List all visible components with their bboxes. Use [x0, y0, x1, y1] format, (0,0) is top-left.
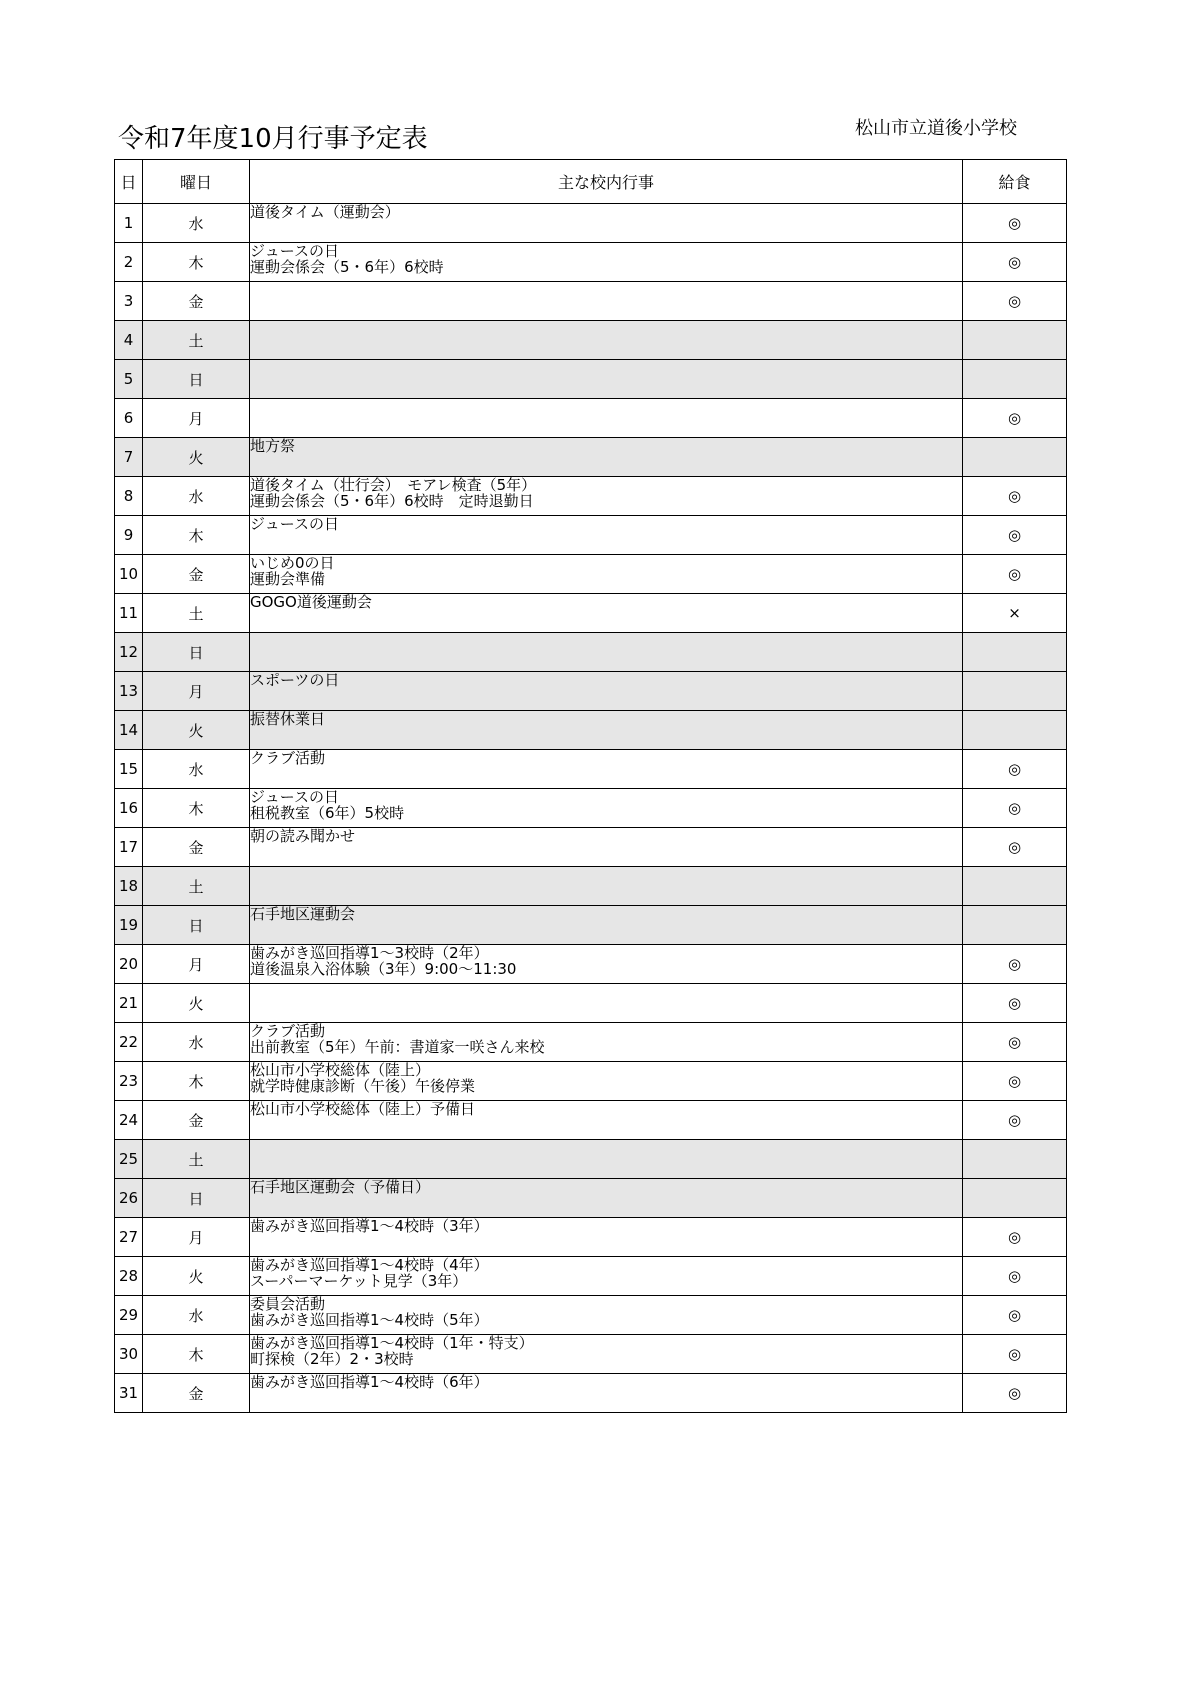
- table-row: [115, 555, 1067, 594]
- events-cell: [250, 1062, 963, 1101]
- event-line: 道後温泉入浴体験（3年）9:00～11:30: [250, 961, 517, 977]
- event-line: 石手地区運動会（予備日）: [250, 1179, 431, 1195]
- lunch-cell: ◎: [963, 750, 1067, 789]
- day-cell: 7: [115, 438, 143, 477]
- weekday-cell: 月: [143, 672, 250, 711]
- day-cell: 2: [115, 243, 143, 282]
- events-cell: [250, 360, 963, 399]
- weekday-cell: 水: [143, 204, 250, 243]
- header-row: [115, 160, 1067, 204]
- event-line: スーパーマーケット見学（3年）: [250, 1273, 468, 1289]
- events-cell: [250, 1023, 963, 1062]
- event-line: いじめ0の日: [250, 555, 335, 571]
- event-line: 歯みがき巡回指導1～4校時（6年）: [250, 1374, 489, 1390]
- day-cell: 9: [115, 516, 143, 555]
- table-row: [115, 867, 1067, 906]
- events-cell: [250, 1179, 963, 1218]
- lunch-cell: ◎: [963, 828, 1067, 867]
- weekday-cell: 金: [143, 1374, 250, 1413]
- lunch-cell: ◎: [963, 1335, 1067, 1374]
- school-name: 松山市立道後小学校: [855, 118, 1017, 139]
- day-cell: 12: [115, 633, 143, 672]
- events-cell: [250, 633, 963, 672]
- table-row: [115, 594, 1067, 633]
- weekday-cell: 木: [143, 1335, 250, 1374]
- lunch-cell: ◎: [963, 243, 1067, 282]
- day-cell: 16: [115, 789, 143, 828]
- lunch-cell: ◎: [963, 477, 1067, 516]
- weekday-cell: 月: [143, 945, 250, 984]
- lunch-cell: ◎: [963, 945, 1067, 984]
- table-row: [115, 672, 1067, 711]
- weekday-cell: 水: [143, 1296, 250, 1335]
- day-cell: 24: [115, 1101, 143, 1140]
- day-cell: 21: [115, 984, 143, 1023]
- weekday-cell: 土: [143, 594, 250, 633]
- events-cell: [250, 945, 963, 984]
- day-cell: 28: [115, 1257, 143, 1296]
- table-row: [115, 945, 1067, 984]
- lunch-cell: [963, 321, 1067, 360]
- events-cell: [250, 438, 963, 477]
- event-line: 振替休業日: [250, 711, 326, 727]
- weekday-cell: 火: [143, 438, 250, 477]
- events-cell: [250, 672, 963, 711]
- table-row: [115, 243, 1067, 282]
- events-cell: [250, 1296, 963, 1335]
- weekday-cell: 木: [143, 1062, 250, 1101]
- weekday-cell: 金: [143, 1101, 250, 1140]
- events-cell: [250, 1218, 963, 1257]
- table-row: [115, 1374, 1067, 1413]
- event-line: 町探検（2年）2・3校時: [250, 1351, 414, 1367]
- weekday-cell: 月: [143, 1218, 250, 1257]
- header-weekday: 曜日: [143, 160, 250, 204]
- schedule-table: [114, 159, 1067, 1413]
- event-line: 租税教室（6年）5校時: [250, 805, 405, 821]
- event-line: 運動会係会（5・6年）6校時: [250, 259, 444, 275]
- events-cell: [250, 516, 963, 555]
- event-line: GOGO道後運動会: [250, 594, 372, 610]
- event-line: 運動会準備: [250, 571, 326, 587]
- event-line: 地方祭: [250, 438, 296, 454]
- table-row: [115, 828, 1067, 867]
- events-cell: [250, 594, 963, 633]
- event-line: 道後タイム（壮行会） モアレ検査（5年）: [250, 477, 537, 493]
- day-cell: 18: [115, 867, 143, 906]
- table-row: [115, 1062, 1067, 1101]
- table-row: [115, 1257, 1067, 1296]
- day-cell: 5: [115, 360, 143, 399]
- day-cell: 15: [115, 750, 143, 789]
- events-cell: [250, 711, 963, 750]
- table-row: [115, 711, 1067, 750]
- day-cell: 17: [115, 828, 143, 867]
- day-cell: 29: [115, 1296, 143, 1335]
- table-row: [115, 360, 1067, 399]
- lunch-cell: [963, 1179, 1067, 1218]
- table-row: [115, 477, 1067, 516]
- lunch-cell: ◎: [963, 1296, 1067, 1335]
- event-line: クラブ活動: [250, 750, 326, 766]
- events-cell: [250, 243, 963, 282]
- event-line: 委員会活動: [250, 1296, 326, 1312]
- events-cell: [250, 477, 963, 516]
- day-cell: 4: [115, 321, 143, 360]
- events-cell: [250, 282, 963, 321]
- events-cell: [250, 906, 963, 945]
- day-cell: 27: [115, 1218, 143, 1257]
- lunch-cell: ◎: [963, 516, 1067, 555]
- lunch-cell: ◎: [963, 1023, 1067, 1062]
- day-cell: 23: [115, 1062, 143, 1101]
- weekday-cell: 火: [143, 711, 250, 750]
- event-line: 歯みがき巡回指導1～4校時（4年）: [250, 1257, 489, 1273]
- events-cell: [250, 1374, 963, 1413]
- weekday-cell: 日: [143, 360, 250, 399]
- table-row: [115, 516, 1067, 555]
- event-line: 松山市小学校総体（陸上）: [250, 1062, 431, 1078]
- table-row: [115, 282, 1067, 321]
- weekday-cell: 木: [143, 243, 250, 282]
- table-row: [115, 906, 1067, 945]
- lunch-cell: ◎: [963, 204, 1067, 243]
- weekday-cell: 水: [143, 750, 250, 789]
- table-row: [115, 1296, 1067, 1335]
- lunch-cell: ◎: [963, 789, 1067, 828]
- lunch-cell: ◎: [963, 1218, 1067, 1257]
- weekday-cell: 月: [143, 399, 250, 438]
- event-line: ジュースの日: [250, 789, 339, 805]
- events-cell: [250, 828, 963, 867]
- day-cell: 25: [115, 1140, 143, 1179]
- table-row: [115, 750, 1067, 789]
- table-row: [115, 1140, 1067, 1179]
- events-cell: [250, 789, 963, 828]
- table-row: [115, 1101, 1067, 1140]
- table-row: [115, 1179, 1067, 1218]
- events-cell: [250, 867, 963, 906]
- header-lunch: 給食: [963, 160, 1067, 204]
- weekday-cell: 木: [143, 789, 250, 828]
- day-cell: 13: [115, 672, 143, 711]
- events-cell: [250, 399, 963, 438]
- lunch-cell: [963, 438, 1067, 477]
- weekday-cell: 木: [143, 516, 250, 555]
- day-cell: 19: [115, 906, 143, 945]
- table-row: [115, 984, 1067, 1023]
- day-cell: 10: [115, 555, 143, 594]
- lunch-cell: ◎: [963, 1062, 1067, 1101]
- lunch-cell: ×: [963, 594, 1067, 633]
- day-cell: 22: [115, 1023, 143, 1062]
- day-cell: 20: [115, 945, 143, 984]
- events-cell: [250, 1101, 963, 1140]
- event-line: ジュースの日: [250, 243, 339, 259]
- event-line: クラブ活動: [250, 1023, 326, 1039]
- day-cell: 14: [115, 711, 143, 750]
- weekday-cell: 水: [143, 1023, 250, 1062]
- event-line: 歯みがき巡回指導1～4校時（3年）: [250, 1218, 489, 1234]
- table-row: [115, 789, 1067, 828]
- events-cell: [250, 1257, 963, 1296]
- lunch-cell: [963, 672, 1067, 711]
- lunch-cell: [963, 360, 1067, 399]
- lunch-cell: [963, 867, 1067, 906]
- weekday-cell: 日: [143, 906, 250, 945]
- table-row: [115, 633, 1067, 672]
- lunch-cell: ◎: [963, 984, 1067, 1023]
- lunch-cell: ◎: [963, 399, 1067, 438]
- events-cell: [250, 984, 963, 1023]
- day-cell: 8: [115, 477, 143, 516]
- event-line: 歯みがき巡回指導1～3校時（2年）: [250, 945, 489, 961]
- event-line: 松山市小学校総体（陸上）予備日: [250, 1101, 476, 1117]
- weekday-cell: 火: [143, 1257, 250, 1296]
- weekday-cell: 土: [143, 1140, 250, 1179]
- event-line: 運動会係会（5・6年）6校時 定時退勤日: [250, 493, 534, 509]
- weekday-cell: 日: [143, 1179, 250, 1218]
- lunch-cell: [963, 711, 1067, 750]
- lunch-cell: ◎: [963, 1101, 1067, 1140]
- weekday-cell: 水: [143, 477, 250, 516]
- lunch-cell: [963, 906, 1067, 945]
- table-row: [115, 399, 1067, 438]
- lunch-cell: ◎: [963, 555, 1067, 594]
- event-line: 石手地区運動会: [250, 906, 356, 922]
- events-cell: [250, 555, 963, 594]
- schedule-rows: [115, 204, 1067, 1413]
- day-cell: 1: [115, 204, 143, 243]
- lunch-cell: ◎: [963, 282, 1067, 321]
- event-line: 出前教室（5年）午前：書道家一咲さん来校: [250, 1039, 545, 1055]
- events-cell: [250, 321, 963, 360]
- weekday-cell: 土: [143, 321, 250, 360]
- event-line: 朝の読み聞かせ: [250, 828, 356, 844]
- table-row: [115, 1218, 1067, 1257]
- event-line: 歯みがき巡回指導1～4校時（1年・特支）: [250, 1335, 534, 1351]
- event-line: 道後タイム（運動会）: [250, 204, 400, 220]
- day-cell: 11: [115, 594, 143, 633]
- weekday-cell: 火: [143, 984, 250, 1023]
- table-row: [115, 204, 1067, 243]
- event-line: ジュースの日: [250, 516, 339, 532]
- weekday-cell: 土: [143, 867, 250, 906]
- table-row: [115, 1335, 1067, 1374]
- event-line: スポーツの日: [250, 672, 340, 688]
- table-row: [115, 1023, 1067, 1062]
- day-cell: 31: [115, 1374, 143, 1413]
- table-row: [115, 438, 1067, 477]
- lunch-cell: [963, 1140, 1067, 1179]
- table-row: [115, 321, 1067, 360]
- events-cell: [250, 204, 963, 243]
- events-cell: [250, 1335, 963, 1374]
- weekday-cell: 金: [143, 828, 250, 867]
- lunch-cell: ◎: [963, 1374, 1067, 1413]
- header-events: 主な校内行事: [250, 160, 963, 204]
- day-cell: 30: [115, 1335, 143, 1374]
- day-cell: 6: [115, 399, 143, 438]
- events-cell: [250, 1140, 963, 1179]
- lunch-cell: ◎: [963, 1257, 1067, 1296]
- event-line: 歯みがき巡回指導1～4校時（5年）: [250, 1312, 489, 1328]
- header-day: 日: [115, 160, 143, 204]
- lunch-cell: [963, 633, 1067, 672]
- events-cell: [250, 750, 963, 789]
- weekday-cell: 金: [143, 555, 250, 594]
- event-line: 就学時健康診断（午後）午後停業: [250, 1078, 476, 1094]
- day-cell: 26: [115, 1179, 143, 1218]
- day-cell: 3: [115, 282, 143, 321]
- page-title: 令和7年度10月行事予定表: [118, 124, 428, 154]
- weekday-cell: 金: [143, 282, 250, 321]
- weekday-cell: 日: [143, 633, 250, 672]
